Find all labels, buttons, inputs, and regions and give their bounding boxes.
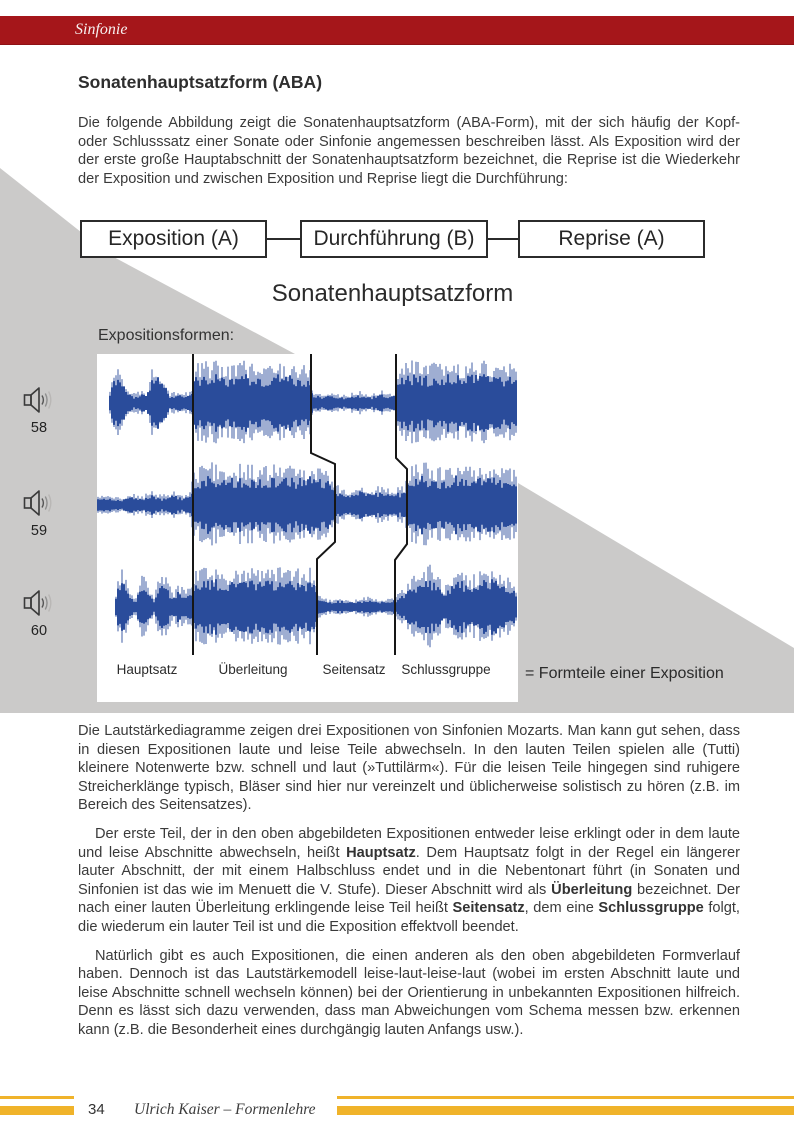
waveform-track-59 <box>98 476 516 534</box>
audio-track-59[interactable] <box>22 489 56 539</box>
section-label-hauptsatz: Hauptsatz <box>116 662 178 677</box>
chapter-title: Sinfonie <box>75 21 128 38</box>
audio-track-58[interactable] <box>22 386 56 436</box>
audio-number[interactable]: 60 <box>30 623 48 639</box>
footer-credit: Ulrich Kaiser – Formenlehre <box>134 1101 316 1118</box>
footer-rule-left-thin <box>0 1096 74 1099</box>
footer-rule-right-thick <box>337 1106 794 1115</box>
diagram-box-durchfuehrung <box>300 220 488 258</box>
diagram-box-label: Durchführung (B) <box>313 227 475 250</box>
section-label-seitensatz: Seitensatz <box>322 662 386 677</box>
section-labels <box>97 662 518 682</box>
paragraph: Die Lautstärkediagramme zeigen drei Expositionen von Sinfonien Mozarts. Man kann gut sehen, dass in diesen Expositionen laute und leise Teile abwechseln. In den lauten Teilen spielen alle (Tutti) kleinere Notenwerte bzw. schnell und laut (»Tuttilärm«). Für die leisen Teile hingegen sind ruhigere Streicherklänge typisch, Bläser sind hier nur vereinzelt und üblicherweise solistisch zu hören (z.B. im Bereich des Seitensatzes). <box>78 723 740 814</box>
footer-rule-right-thin <box>337 1096 794 1099</box>
speaker-icon <box>23 589 55 617</box>
footer-rule-left-thick <box>0 1106 74 1115</box>
intro-paragraph: Die folgende Abbildung zeigt die Sonatenhauptsatzform (ABA-Form), mit der sich häufig der Kopf- oder Schlusssatz einer Sonate oder Sinfonie angemessen beschreiben lässt. Als Exposition wird der der erste große Hauptabschnitt der Sonatenhauptsatzform bezeichnet, die Reprise ist die Wiederkehr der Exposition und zwischen Exposition und Reprise liegt die Durchführung: <box>78 115 740 187</box>
page-title: Sonatenhauptsatzform (ABA) <box>78 72 323 92</box>
audio-track-60[interactable] <box>22 589 56 639</box>
speaker-icon <box>23 386 55 414</box>
diagram-box-reprise <box>518 220 705 258</box>
diagram-box-label: Reprise (A) <box>558 227 665 250</box>
section-label-schlussgruppe: Schlussgruppe <box>401 662 491 677</box>
paragraph: Der erste Teil, der in den oben abgebildeten Expositionen entweder leise erklingt oder in dem laute und leise Abschnitte abwechseln, heißt Hauptsatz. Dem Hauptsatz folgt in der Regel ein längerer lauter Abschnitt, der mit einem Halbschluss endet und in die Nebentonart führt (in Sonaten und Sinfonien ist das wie im Menuett die V. Stufe). Dieser Abschnitt wird als Überleitung bezeichnet. Der nach einer lauten Überleitung erklingende leise Teil heißt Seitensatz, dem eine Schlussgruppe folgt, die wiederum ein lauter Teil ist und die Exposition effektvoll beendet. <box>78 825 740 935</box>
figure-label: Expositionsformen: <box>98 327 235 344</box>
paragraph: Natürlich gibt es auch Expositionen, die einen anderen als den oben abgebildeten Formverlauf haben. Dennoch ist das Lautstärkemodell leise-laut-leise-laut (wobei im ersten Abschnitt laute und leise Abschnitte schnell wechseln können) bei der Orientierung in unbekannten Expositionen hilfreich. Denn es lässt sich dazu verwenden, dass man Abweichungen vom Schema messen bzw. erkennen kann (z.B. die Besonderheit eines durchgängig lauten Anfangs usw.). <box>78 947 740 1038</box>
body-paragraphs <box>78 722 740 1050</box>
diagram-box-exposition <box>80 220 267 258</box>
waveform-svg <box>97 354 518 655</box>
figure-legend: = Formteile einer Exposition <box>525 665 724 682</box>
waveform-figure <box>97 354 518 702</box>
diagram-connector-1 <box>267 238 300 240</box>
diagram-connector-2 <box>488 238 518 240</box>
speaker-icon <box>23 489 55 517</box>
chapter-banner <box>0 16 794 45</box>
diagram-caption: Sonatenhauptsatzform <box>271 280 514 307</box>
diagram-box-label: Exposition (A) <box>108 227 239 250</box>
page-number: 34 <box>88 1101 105 1118</box>
section-label-überleitung: Überleitung <box>218 662 288 677</box>
audio-number[interactable]: 59 <box>30 523 48 539</box>
audio-number[interactable]: 58 <box>30 420 48 436</box>
